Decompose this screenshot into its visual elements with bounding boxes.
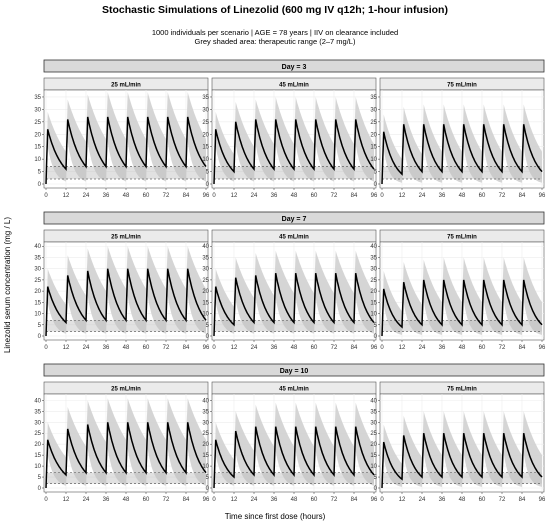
x-tick-label: 0 xyxy=(212,497,216,503)
chart-subtitle-line2: Grey shaded area: therapeutic range (2–7 mg/L) xyxy=(194,37,356,46)
x-tick-label: 96 xyxy=(538,193,546,199)
panel-strip-label: 45 mL/min xyxy=(279,234,309,241)
x-tick-label: 0 xyxy=(380,497,384,503)
x-tick-label: 24 xyxy=(250,193,258,199)
y-tick-label: 0 xyxy=(205,486,209,492)
y-tick-label: 10 xyxy=(34,464,41,471)
x-tick-label: 84 xyxy=(518,193,526,199)
y-tick-label: 30 xyxy=(370,107,377,114)
y-tick-label: 5 xyxy=(373,475,377,482)
x-tick-label: 72 xyxy=(498,345,506,351)
x-tick-label: 0 xyxy=(380,193,384,199)
y-tick-label: 35 xyxy=(202,409,209,416)
x-tick-label: 84 xyxy=(182,193,190,199)
y-tick-label: 0 xyxy=(373,334,377,340)
x-tick-label: 12 xyxy=(398,497,406,503)
x-tick-label: 48 xyxy=(458,497,466,503)
y-tick-label: 20 xyxy=(34,442,41,449)
x-tick-label: 60 xyxy=(310,345,318,351)
y-tick-label: 20 xyxy=(370,132,377,139)
x-tick-label: 48 xyxy=(458,345,466,351)
x-tick-label: 96 xyxy=(202,497,210,503)
day-strip-label: Day = 10 xyxy=(279,368,309,375)
y-tick-label: 30 xyxy=(34,266,41,273)
x-tick-label: 0 xyxy=(44,345,48,351)
x-tick-label: 24 xyxy=(418,345,426,351)
y-tick-label: 25 xyxy=(370,277,377,284)
x-tick-label: 96 xyxy=(370,193,378,199)
panel-strip-label: 25 mL/min xyxy=(111,234,141,241)
y-axis-label: Linezolid serum concentration (mg / L) xyxy=(3,216,12,354)
x-tick-label: 96 xyxy=(538,497,546,503)
x-tick-label: 48 xyxy=(458,193,466,199)
therapeutic-range-shading xyxy=(46,167,206,179)
x-tick-label: 60 xyxy=(142,497,150,503)
y-tick-label: 25 xyxy=(370,431,377,438)
x-tick-label: 24 xyxy=(418,497,426,503)
panel-strip-label: 25 mL/min xyxy=(111,386,141,393)
y-tick-label: 25 xyxy=(34,431,41,438)
y-tick-label: 15 xyxy=(370,300,377,307)
y-tick-label: 35 xyxy=(34,255,41,262)
y-tick-label: 40 xyxy=(370,398,377,405)
y-tick-label: 25 xyxy=(34,277,41,284)
x-tick-label: 24 xyxy=(250,345,258,351)
x-tick-label: 12 xyxy=(62,193,70,199)
y-tick-label: 15 xyxy=(370,144,377,151)
x-tick-label: 72 xyxy=(162,193,170,199)
y-tick-label: 10 xyxy=(370,464,377,471)
y-tick-label: 10 xyxy=(202,311,209,318)
plot-grid xyxy=(34,60,546,503)
y-tick-label: 15 xyxy=(202,453,209,460)
x-tick-label: 36 xyxy=(270,497,278,503)
panel-strip-label: 75 mL/min xyxy=(447,234,477,241)
panel-strip-label: 45 mL/min xyxy=(279,386,309,393)
y-tick-label: 15 xyxy=(202,300,209,307)
x-tick-label: 12 xyxy=(230,345,238,351)
x-tick-label: 36 xyxy=(438,193,446,199)
x-tick-label: 48 xyxy=(122,345,130,351)
y-tick-label: 20 xyxy=(34,289,41,296)
y-tick-label: 5 xyxy=(373,169,377,176)
y-tick-label: 30 xyxy=(202,107,209,114)
y-tick-label: 25 xyxy=(202,431,209,438)
y-tick-label: 10 xyxy=(202,464,209,471)
y-tick-label: 5 xyxy=(205,475,209,482)
x-tick-label: 60 xyxy=(478,345,486,351)
x-tick-label: 72 xyxy=(330,497,338,503)
x-tick-label: 72 xyxy=(330,193,338,199)
x-tick-label: 24 xyxy=(82,345,90,351)
chart-title: Stochastic Simulations of Linezolid (600 mg IV q12h; 1-hour infusion) xyxy=(102,4,448,16)
x-tick-label: 0 xyxy=(212,193,216,199)
x-tick-label: 72 xyxy=(162,345,170,351)
x-tick-label: 24 xyxy=(250,497,258,503)
day-strip-label: Day = 7 xyxy=(281,216,307,223)
x-tick-label: 24 xyxy=(82,497,90,503)
y-tick-label: 15 xyxy=(202,144,209,151)
y-tick-label: 15 xyxy=(34,144,41,151)
y-tick-label: 35 xyxy=(370,409,377,416)
x-tick-label: 0 xyxy=(44,193,48,199)
y-tick-label: 0 xyxy=(37,334,41,340)
x-tick-label: 12 xyxy=(62,497,70,503)
panel-strip-label: 75 mL/min xyxy=(447,386,477,393)
x-tick-label: 36 xyxy=(438,345,446,351)
x-tick-label: 84 xyxy=(350,345,358,351)
y-tick-label: 15 xyxy=(34,300,41,307)
y-tick-label: 20 xyxy=(370,289,377,296)
y-tick-label: 35 xyxy=(370,255,377,262)
y-tick-label: 35 xyxy=(34,409,41,416)
y-tick-label: 40 xyxy=(34,398,41,405)
x-tick-label: 96 xyxy=(202,193,210,199)
y-tick-label: 40 xyxy=(202,398,209,405)
x-tick-label: 12 xyxy=(230,193,238,199)
y-tick-label: 20 xyxy=(34,132,41,139)
x-tick-label: 60 xyxy=(478,193,486,199)
therapeutic-range-shading xyxy=(46,473,206,484)
y-tick-label: 5 xyxy=(205,169,209,176)
y-tick-label: 25 xyxy=(34,119,41,126)
x-tick-label: 48 xyxy=(290,345,298,351)
y-tick-label: 5 xyxy=(37,322,41,329)
x-tick-label: 36 xyxy=(270,193,278,199)
y-tick-label: 30 xyxy=(202,266,209,273)
y-tick-label: 30 xyxy=(34,107,41,114)
x-tick-label: 12 xyxy=(398,193,406,199)
y-tick-label: 10 xyxy=(34,157,41,164)
x-tick-label: 36 xyxy=(270,345,278,351)
y-tick-label: 35 xyxy=(370,94,377,101)
x-tick-label: 84 xyxy=(518,497,526,503)
x-tick-label: 0 xyxy=(380,345,384,351)
x-tick-label: 48 xyxy=(290,497,298,503)
y-tick-label: 5 xyxy=(37,169,41,176)
x-tick-label: 48 xyxy=(122,193,130,199)
panel-strip-label: 75 mL/min xyxy=(447,82,477,89)
x-tick-label: 48 xyxy=(122,497,130,503)
y-tick-label: 30 xyxy=(370,266,377,273)
x-tick-label: 12 xyxy=(398,345,406,351)
y-tick-label: 0 xyxy=(373,182,377,188)
y-tick-label: 0 xyxy=(205,334,209,340)
x-tick-label: 12 xyxy=(230,497,238,503)
x-tick-label: 0 xyxy=(212,345,216,351)
y-tick-label: 5 xyxy=(205,322,209,329)
y-tick-label: 35 xyxy=(202,94,209,101)
x-tick-label: 60 xyxy=(310,497,318,503)
y-tick-label: 40 xyxy=(370,244,377,251)
y-tick-label: 40 xyxy=(34,244,41,251)
y-tick-label: 20 xyxy=(202,289,209,296)
y-tick-label: 15 xyxy=(370,453,377,460)
panel-strip-label: 45 mL/min xyxy=(279,82,309,89)
y-tick-label: 40 xyxy=(202,244,209,251)
x-tick-label: 60 xyxy=(478,497,486,503)
y-tick-label: 10 xyxy=(370,311,377,318)
x-tick-label: 36 xyxy=(102,193,110,199)
y-tick-label: 25 xyxy=(202,119,209,126)
y-tick-label: 0 xyxy=(373,486,377,492)
y-tick-label: 30 xyxy=(34,420,41,427)
day-strip-label: Day = 3 xyxy=(281,64,307,71)
therapeutic-range-shading xyxy=(46,320,206,331)
x-tick-label: 84 xyxy=(350,193,358,199)
x-axis-label: Time since first dose (hours) xyxy=(224,512,326,521)
x-tick-label: 96 xyxy=(202,345,210,351)
y-tick-label: 35 xyxy=(34,94,41,101)
chart-subtitle-line1: 1000 individuals per scenario | AGE = 78 years | IIV on clearance included xyxy=(151,28,399,37)
y-tick-label: 10 xyxy=(202,157,209,164)
y-tick-label: 30 xyxy=(202,420,209,427)
y-tick-label: 35 xyxy=(202,255,209,262)
y-tick-label: 15 xyxy=(34,453,41,460)
x-tick-label: 84 xyxy=(518,345,526,351)
y-tick-label: 20 xyxy=(202,132,209,139)
x-tick-label: 36 xyxy=(102,497,110,503)
x-tick-label: 0 xyxy=(44,497,48,503)
x-tick-label: 96 xyxy=(370,497,378,503)
x-tick-label: 96 xyxy=(370,345,378,351)
x-tick-label: 96 xyxy=(538,345,546,351)
x-tick-label: 84 xyxy=(182,497,190,503)
y-tick-label: 30 xyxy=(370,420,377,427)
y-tick-label: 20 xyxy=(202,442,209,449)
y-tick-label: 10 xyxy=(370,157,377,164)
y-tick-label: 0 xyxy=(37,182,41,188)
y-tick-label: 0 xyxy=(205,182,209,188)
x-tick-label: 72 xyxy=(498,193,506,199)
x-tick-label: 84 xyxy=(350,497,358,503)
y-tick-label: 5 xyxy=(37,475,41,482)
x-tick-label: 36 xyxy=(102,345,110,351)
x-tick-label: 84 xyxy=(182,345,190,351)
x-tick-label: 60 xyxy=(142,345,150,351)
y-tick-label: 20 xyxy=(370,442,377,449)
x-tick-label: 24 xyxy=(82,193,90,199)
x-tick-label: 24 xyxy=(418,193,426,199)
x-tick-label: 48 xyxy=(290,193,298,199)
y-tick-label: 25 xyxy=(202,277,209,284)
panel-strip-label: 25 mL/min xyxy=(111,82,141,89)
x-tick-label: 36 xyxy=(438,497,446,503)
x-tick-label: 72 xyxy=(162,497,170,503)
y-tick-label: 10 xyxy=(34,311,41,318)
y-tick-label: 25 xyxy=(370,119,377,126)
x-tick-label: 60 xyxy=(310,193,318,199)
y-tick-label: 0 xyxy=(37,486,41,492)
x-tick-label: 60 xyxy=(142,193,150,199)
x-tick-label: 12 xyxy=(62,345,70,351)
x-tick-label: 72 xyxy=(498,497,506,503)
x-tick-label: 72 xyxy=(330,345,338,351)
y-tick-label: 5 xyxy=(373,322,377,329)
